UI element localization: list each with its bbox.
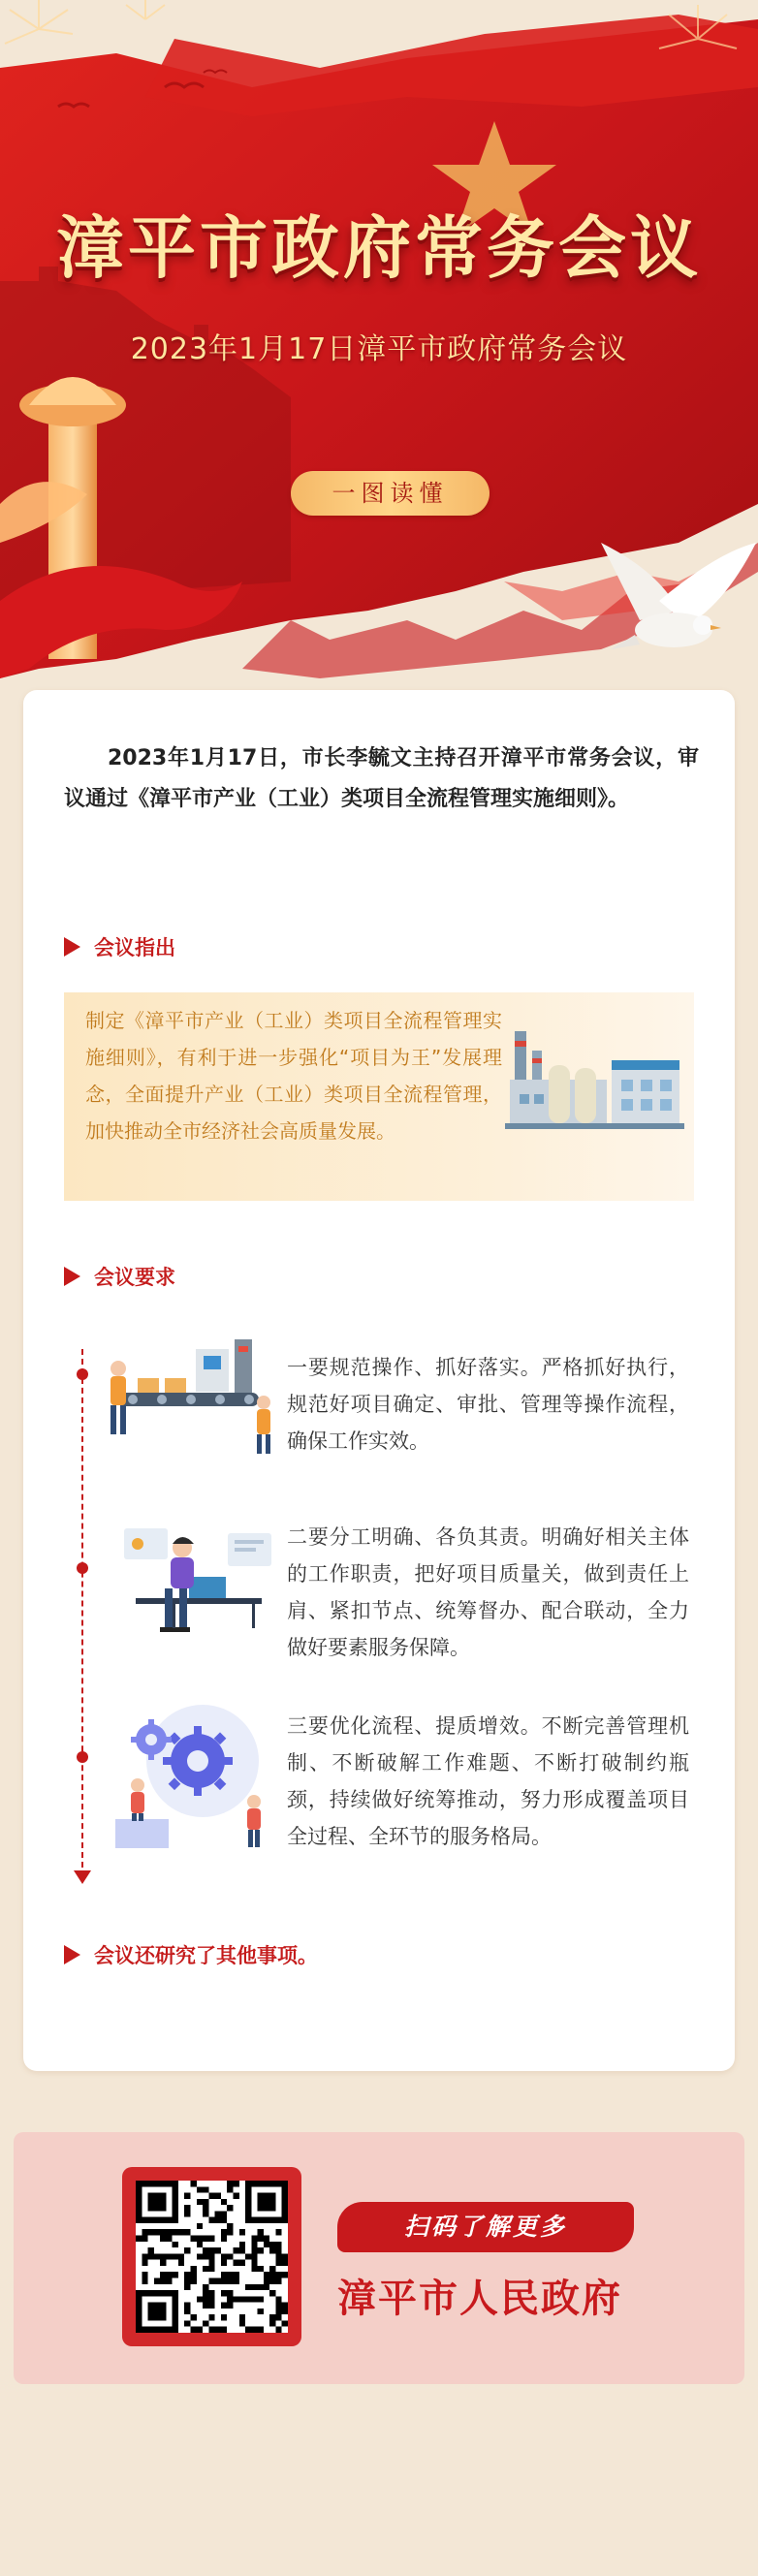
timeline-dot xyxy=(77,1368,88,1380)
content-card xyxy=(23,690,735,2071)
timeline-arrow-icon xyxy=(74,1870,91,1884)
requirement-text-3: 三要优化流程、提质增效。不断完善管理机制、不断破解工作难题、不断打破制约瓶颈，持续做好统筹推动，努力形成覆盖项目全过程、全环节的服务格局。 xyxy=(287,1714,689,1848)
page-title: 漳平市政府常务会议 xyxy=(56,207,702,288)
qr-code-frame[interactable] xyxy=(122,2167,301,2346)
qr-code-icon xyxy=(136,2181,288,2333)
guide-text: 制定《漳平市产业（工业）类项目全流程管理实施细则》，有利于进一步强化“项目为王”发展理念，全面提升产业（工业）类项目全流程管理，加快推动全市经济社会高质量发展。 xyxy=(85,1009,502,1143)
timeline-dot xyxy=(77,1562,88,1574)
qr-code-pattern xyxy=(136,2181,288,2333)
assembly-line-illustration xyxy=(99,1335,278,1456)
section-title-requirements xyxy=(64,1262,175,1291)
requirement-text-1: 一要规范操作、抓好落实。严格抓好执行，规范好项目确定、审批、管理等操作流程，确保工作实效。 xyxy=(287,1356,689,1453)
triangle-bullet-icon xyxy=(64,1945,80,1964)
section-title-requirements-label: 会议要求 xyxy=(94,1266,175,1289)
guide-box xyxy=(64,992,694,1201)
factory-icon xyxy=(505,1031,684,1147)
organization-name: 漳平市人民政府 xyxy=(337,2276,622,2321)
section-title-other-label: 会议还研究了其他事项。 xyxy=(94,1944,318,1967)
office-worker-illustration xyxy=(116,1509,276,1645)
section-title-guide-label: 会议指出 xyxy=(94,936,175,959)
triangle-bullet-icon xyxy=(64,1267,80,1286)
requirement-text-2: 二要分工明确、各负其责。明确好相关主体的工作职责，把好项目质量关，做到责任上肩、紧扣节点、统筹督办、配合联动，全力做好要素服务保障。 xyxy=(287,1525,689,1659)
gears-teamwork-illustration xyxy=(111,1703,280,1853)
page-subtitle: 2023年1月17日漳平市政府常务会议 xyxy=(130,332,628,366)
footer-panel xyxy=(14,2132,744,2384)
hero-banner xyxy=(0,0,758,707)
scan-label: 扫码了解更多 xyxy=(337,2202,634,2252)
timeline-line xyxy=(81,1349,83,1877)
timeline-dot xyxy=(77,1751,88,1763)
summary-badge: 一图读懂 xyxy=(291,471,490,516)
section-title-guide xyxy=(64,932,175,961)
triangle-bullet-icon xyxy=(64,937,80,957)
intro-paragraph: 2023年1月17日，市长李毓文主持召开漳平市常务会议，审议通过《漳平市产业（工业）类项目全流程管理实施细则》。 xyxy=(64,746,699,811)
section-title-other xyxy=(64,1940,318,1969)
